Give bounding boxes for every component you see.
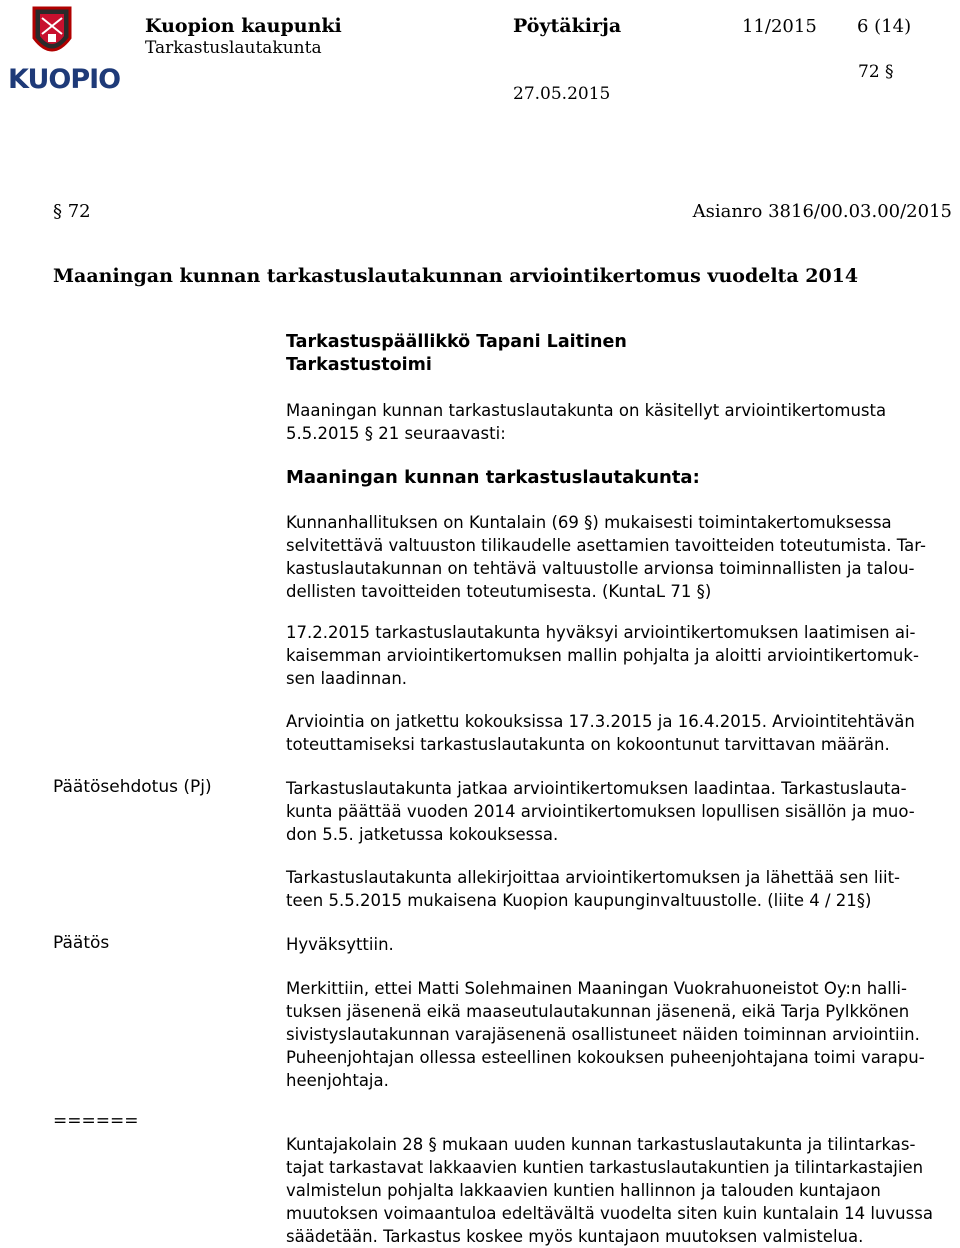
document-type: Pöytäkirja <box>513 15 622 37</box>
logo-wordmark: KUOPIO <box>8 64 121 95</box>
page-title: Maaningan kunnan tarkastuslautakunnan arviointikertomus vuodelta 2014 <box>53 265 859 287</box>
paragraph-line: Arviointia on jatkettu kokouksissa 17.3.2015 ja 16.4.2015. Arviointitehtävän <box>286 712 915 731</box>
paragraph-line: heenjohtaja. <box>286 1071 389 1090</box>
paragraph-line: säädetään. Tarkastus koskee myös kuntajaon muutoksen valmistelua. <box>286 1227 864 1246</box>
body-paragraph-1 <box>286 511 956 603</box>
paragraph-line: Kunnanhallituksen on Kuntalain (69 §) mukaisesti toimintakertomuksessa <box>286 513 892 532</box>
paragraph-line: Tarkastuslautakunta allekirjoittaa arviointikertomuksen ja lähettää sen liit- <box>286 868 900 887</box>
paragraph-line: tuksen jäsenenä eikä maaseutulautakunnan jäsenenä, eikä Tarja Pylkkönen <box>286 1002 910 1021</box>
separator: ====== <box>53 1111 139 1131</box>
intro-paragraph <box>286 399 956 445</box>
paragraph-line: Kuntajakolain 28 § mukaan uuden kunnan tarkastuslautakunta ja tilintarkas- <box>286 1135 916 1154</box>
paragraph-line: kaisemman arviointikertomuksen mallin pohjalta ja aloitti arviointikertomuk- <box>286 646 919 665</box>
presenter-unit: Tarkastustoimi <box>286 355 432 375</box>
paragraph-line: Merkittiin, ettei Matti Solehmainen Maaningan Vuokrahuoneistot Oy:n halli- <box>286 979 907 998</box>
paragraph-line: kunta päättää vuoden 2014 arviointikertomuksen lopullisen sisällön ja muo- <box>286 802 915 821</box>
paragraph-line: selvitettävä valtuuston tilikaudelle asettamien tavoitteiden toteutumista. Tar- <box>286 536 926 555</box>
presenter-name: Tarkastuspäällikkö Tapani Laitinen <box>286 332 627 352</box>
intro-line: 5.5.2015 § 21 seuraavasti: <box>286 424 506 443</box>
body-paragraph-2 <box>286 621 956 690</box>
section-number: § 72 <box>53 201 91 222</box>
paragraph-line: kastuslautakunnan on tehtävä valtuustolle arvionsa toiminnallisten ja talou- <box>286 559 915 578</box>
paragraph-line: toteuttamiseksi tarkastuslautakunta on kokoontunut tarvittavan määrän. <box>286 735 890 754</box>
page-number: 6 (14) <box>857 16 912 37</box>
paragraph-line: sen laadinnan. <box>286 669 408 688</box>
header-section: 72 § <box>858 62 894 82</box>
paragraph-line: teen 5.5.2015 mukaisena Kuopion kaupunginvaltuustolle. (liite 4 / 21§) <box>286 891 872 910</box>
paragraph-line: muutoksen voimaantuloa edeltävältä vuodelta siten kuin kuntalain 14 luvussa <box>286 1204 933 1223</box>
document-number: 11/2015 <box>742 16 817 37</box>
paragraph-line: dellisten tavoitteiden toteutumisesta. (KuntaL 71 §) <box>286 582 712 601</box>
case-number: Asianro 3816/00.03.00/2015 <box>692 201 952 222</box>
decision-note <box>286 977 956 1092</box>
meeting-date: 27.05.2015 <box>513 84 611 104</box>
proposal-paragraph-2 <box>286 866 956 912</box>
organization-name: Kuopion kaupunki <box>145 15 342 37</box>
paragraph-line: sivistyslautakunnan varajäsenenä osallistuneet näiden toiminnan arviointiin. <box>286 1025 920 1044</box>
paragraph-line: Puheenjohtajan ollessa esteellinen kokouksen puheenjohtajana toimi varapu- <box>286 1048 925 1067</box>
decision-label: Päätös <box>53 933 110 953</box>
decision-value: Hyväksyttiin. <box>286 935 394 954</box>
final-paragraph <box>286 1133 956 1248</box>
kuopio-logo <box>4 4 121 96</box>
paragraph-line: don 5.5. jatketussa kokouksessa. <box>286 825 559 844</box>
proposal-paragraph-1 <box>286 777 956 846</box>
paragraph-line: Tarkastuslautakunta jatkaa arviointikertomuksen laadintaa. Tarkastuslauta- <box>286 779 907 798</box>
paragraph-line: tajat tarkastavat lakkaavien kuntien tarkastuslautakuntien ja tilintarkastajien <box>286 1158 924 1177</box>
intro-line: Maaningan kunnan tarkastuslautakunta on käsitellyt arviointikertomusta <box>286 401 887 420</box>
proposal-label: Päätösehdotus (Pj) <box>53 777 212 797</box>
coat-of-arms-icon <box>4 4 100 64</box>
paragraph-line: 17.2.2015 tarkastuslautakunta hyväksyi arviointikertomuksen laatimisen ai- <box>286 623 916 642</box>
paragraph-line: valmistelun pohjalta lakkaavien kuntien hallinnon ja talouden kuntajaon <box>286 1181 881 1200</box>
board-name: Tarkastuslautakunta <box>145 38 322 58</box>
presenter <box>286 331 956 377</box>
subheading-text: Maaningan kunnan tarkastuslautakunta: <box>286 467 700 488</box>
subheading <box>286 466 956 489</box>
body-paragraph-3 <box>286 710 956 756</box>
decision-text <box>286 933 956 956</box>
